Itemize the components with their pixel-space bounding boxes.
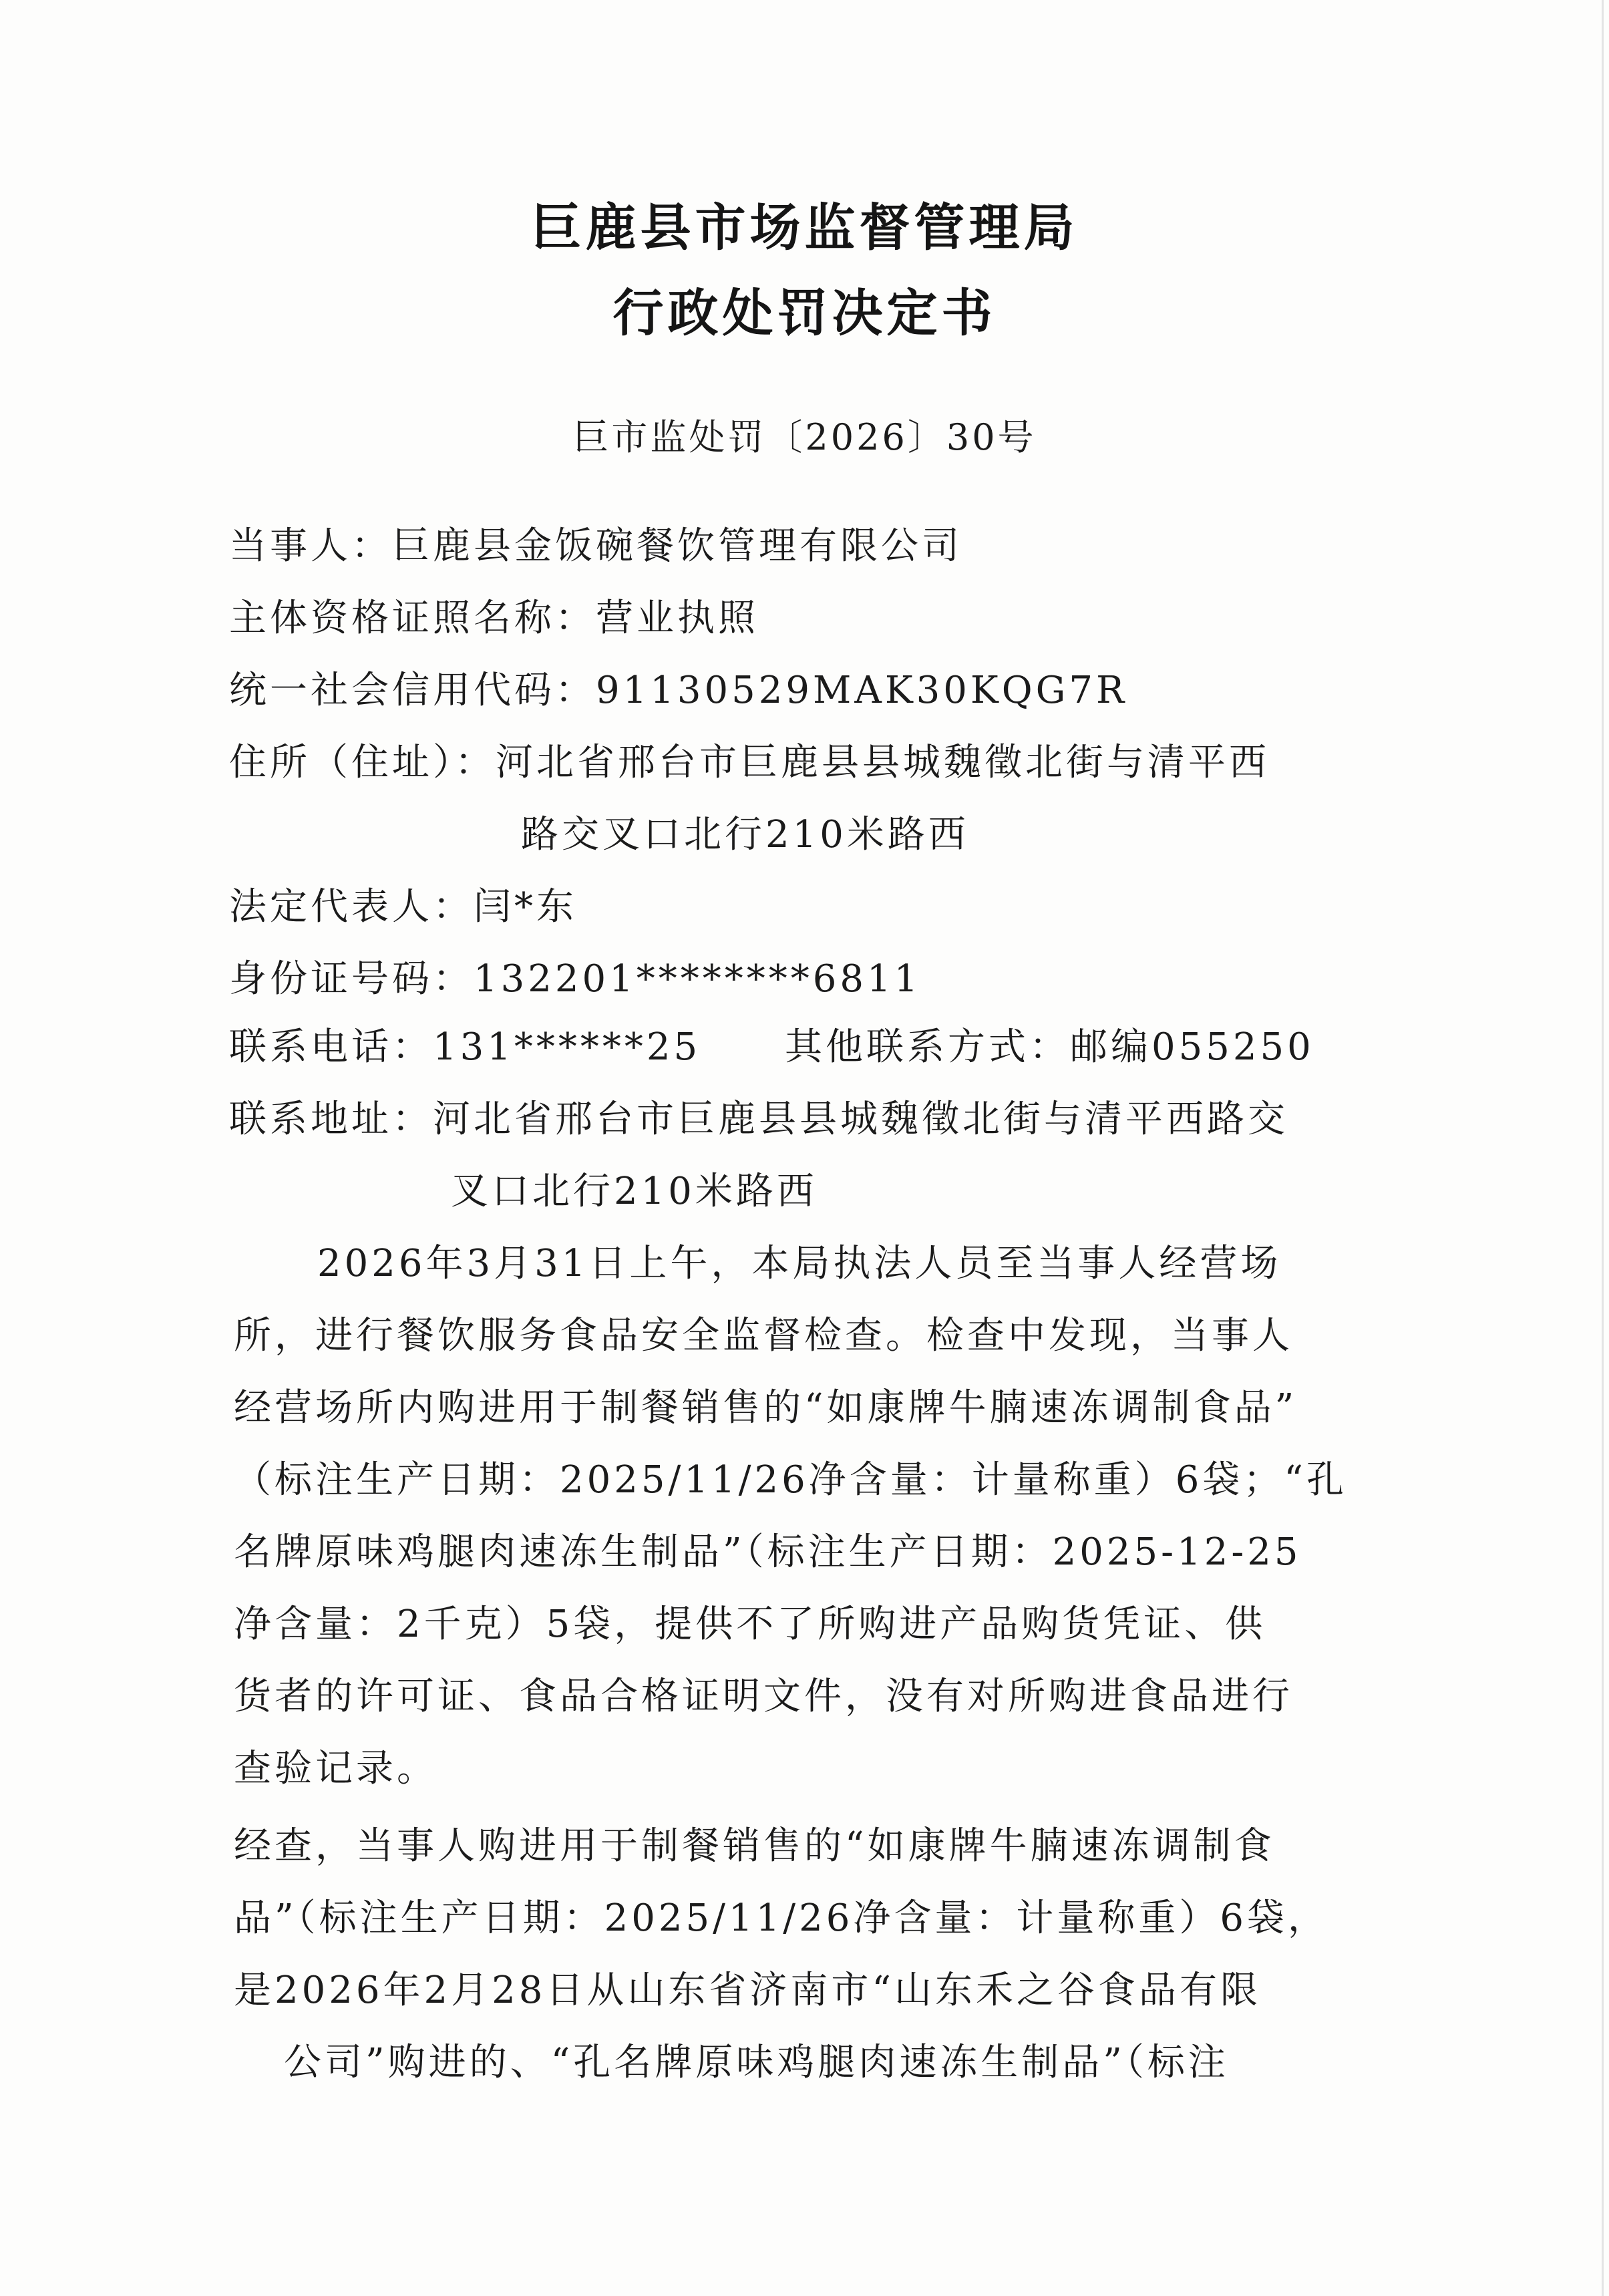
license-row <box>229 597 759 640</box>
party-name-row <box>229 524 962 568</box>
address-row <box>229 741 1270 784</box>
phone-row <box>229 1025 701 1069</box>
para2-line: 经查，当事人购进用于制餐销售的“如康牌牛腩速冻调制食 <box>234 1824 1275 1868</box>
address-line-2: 路交叉口北行210米路西 <box>521 813 969 856</box>
credit-code-row <box>229 669 1128 712</box>
phone-value: 131******25 <box>433 1025 701 1069</box>
contact-address-row <box>229 1098 1288 1141</box>
id-row <box>229 957 922 1001</box>
legal-rep-label: 法定代表人： <box>229 885 474 929</box>
para1-line: 经营场所内购进用于制餐销售的“如康牌牛腩速冻调制食品” <box>234 1386 1298 1430</box>
legal-rep-row <box>229 885 577 929</box>
other-contact-label: 其他联系方式： <box>785 1025 1070 1069</box>
contact-address-label: 联系地址： <box>229 1098 433 1141</box>
phone-label: 联系电话： <box>229 1025 433 1069</box>
para1-line: 名牌原味鸡腿肉速冻生制品”（标注生产日期：2025-12-25 <box>234 1530 1302 1574</box>
para1-line: 2026年3月31日上午，本局执法人员至当事人经营场 <box>317 1242 1282 1285</box>
license-label: 主体资格证照名称： <box>229 597 596 640</box>
para2-line: 是2026年2月28日从山东省济南市“山东禾之谷食品有限 <box>234 1969 1262 2012</box>
para1-line: 货者的许可证、食品合格证明文件，没有对所购进食品进行 <box>234 1675 1293 1718</box>
id-value: 132201********6811 <box>474 957 922 1001</box>
contact-address-line-2: 叉口北行210米路西 <box>451 1170 818 1213</box>
credit-code-label: 统一社会信用代码： <box>229 669 596 712</box>
document-type-title: 行政处罚决定书 <box>612 283 997 343</box>
para2-line: 品”（标注生产日期：2025/11/26净含量：计量称重）6袋， <box>234 1897 1329 1940</box>
para1-line: 净含量：2千克）5袋，提供不了所购进产品购货凭证、供 <box>234 1603 1266 1646</box>
address-label: 住所（住址）： <box>229 741 496 784</box>
para1-line: 查验记录。 <box>234 1747 437 1790</box>
agency-title: 巨鹿县市场监督管理局 <box>530 198 1079 257</box>
credit-code-value: 91130529MAK30KQG7R <box>596 669 1128 712</box>
license-value: 营业执照 <box>596 597 759 640</box>
other-contact-value: 邮编055250 <box>1070 1025 1314 1069</box>
address-line-1: 河北省邢台市巨鹿县县城魏徵北街与清平西 <box>496 741 1270 784</box>
para1-line: 所，进行餐饮服务食品安全监督检查。检查中发现，当事人 <box>234 1314 1293 1357</box>
para2-line: 公司”购进的、“孔名牌原味鸡腿肉速冻生制品”（标注 <box>284 2041 1229 2084</box>
document-number: 巨市监处罚〔2026〕30号 <box>572 416 1037 458</box>
party-name-value: 巨鹿县金饭碗餐饮管理有限公司 <box>392 524 962 568</box>
id-label: 身份证号码： <box>229 957 474 1001</box>
party-name-label: 当事人： <box>229 524 392 568</box>
other-contact-row <box>785 1025 1314 1069</box>
para1-line: （标注生产日期：2025/11/26净含量：计量称重）6袋；“孔 <box>234 1458 1348 1502</box>
legal-rep-value: 闫*东 <box>474 885 577 929</box>
contact-address-line-1: 河北省邢台市巨鹿县县城魏徵北街与清平西路交 <box>433 1098 1288 1141</box>
